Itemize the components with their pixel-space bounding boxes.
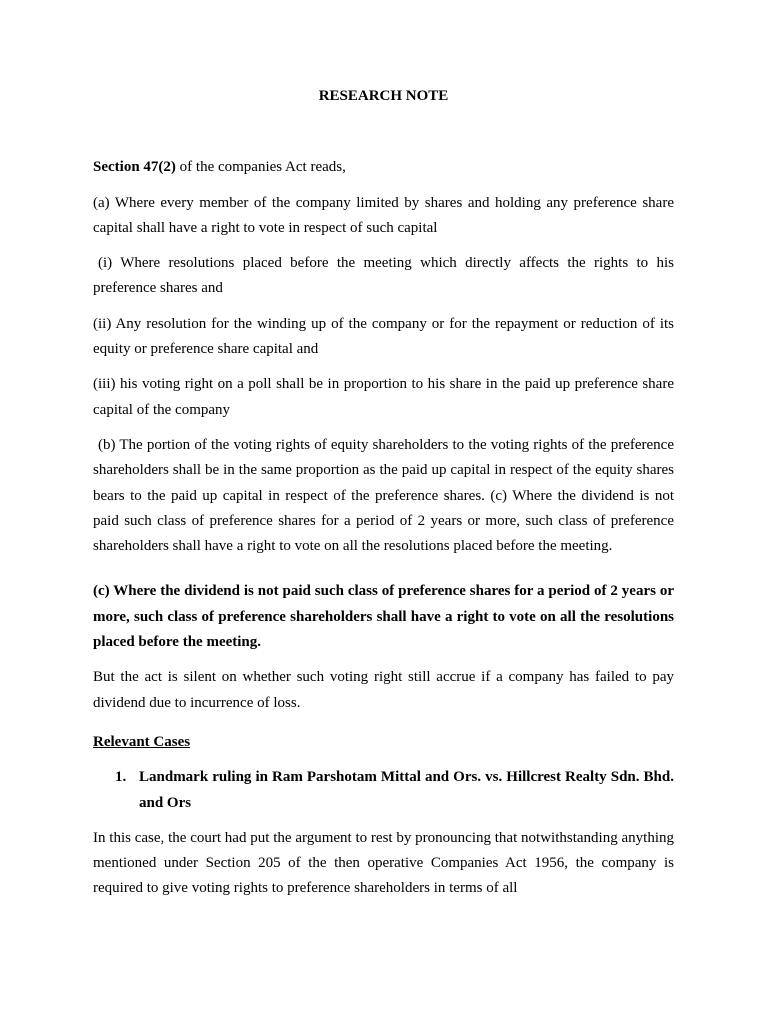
clause-c-bold: (c) Where the dividend is not paid such class of preference shares for a period of 2 years or more, such class of preference shareholders shall have a right to vote on all the resolutions placed before the meeting. (93, 583, 674, 651)
case-title: Landmark ruling in Ram Parshotam Mittal and Ors. vs. Hillcrest Realty Sdn. Bhd. and Ors (139, 769, 674, 811)
case-number: 1. (115, 769, 127, 786)
clause-ii: (ii) Any resolution for the winding up of the company or for the repayment or reduction of its equity or preference share capital and (93, 315, 674, 358)
case-list-item (93, 765, 674, 816)
silent-paragraph: But the act is silent on whether such voting right still accrue if a company has failed to pay dividend due to incurrence of loss. (93, 669, 674, 711)
case-description: In this case, the court had put the argument to rest by pronouncing that notwithstanding anything mentioned under Section 205 of the then operative Companies Act 1956, the company is required to give voting rights to preference shareholders in terms of all (93, 829, 674, 897)
relevant-cases-heading: Relevant Cases (93, 733, 191, 750)
intro-paragraph (93, 155, 674, 180)
clause-iii: (iii) his voting right on a poll shall be in proportion to his share in the paid up preference share capital of the company (93, 376, 674, 418)
section-reference: Section 47(2) (93, 159, 176, 176)
clause-b: (b) The portion of the voting rights of equity shareholders to the voting rights of the preference shareholders shall be in the same proportion as the paid up capital in respect of the equity shares bears to the paid up capital in respect of the preference shares. (c) Where the dividend is not paid such class of preference shares for a period of 2 years or more, such class of preference shareholders shall have a right to vote on all the resolutions placed before the meeting. (93, 436, 674, 555)
page-title: RESEARCH NOTE (318, 88, 449, 104)
intro-text: of the companies Act reads, (175, 159, 346, 176)
clause-a: (a) Where every member of the company limited by shares and holding any preference share capital shall have a right to vote in respect of such capital (93, 194, 674, 236)
clause-i: (i) Where resolutions placed before the meeting which directly affects the rights to his preference shares and (93, 255, 674, 297)
